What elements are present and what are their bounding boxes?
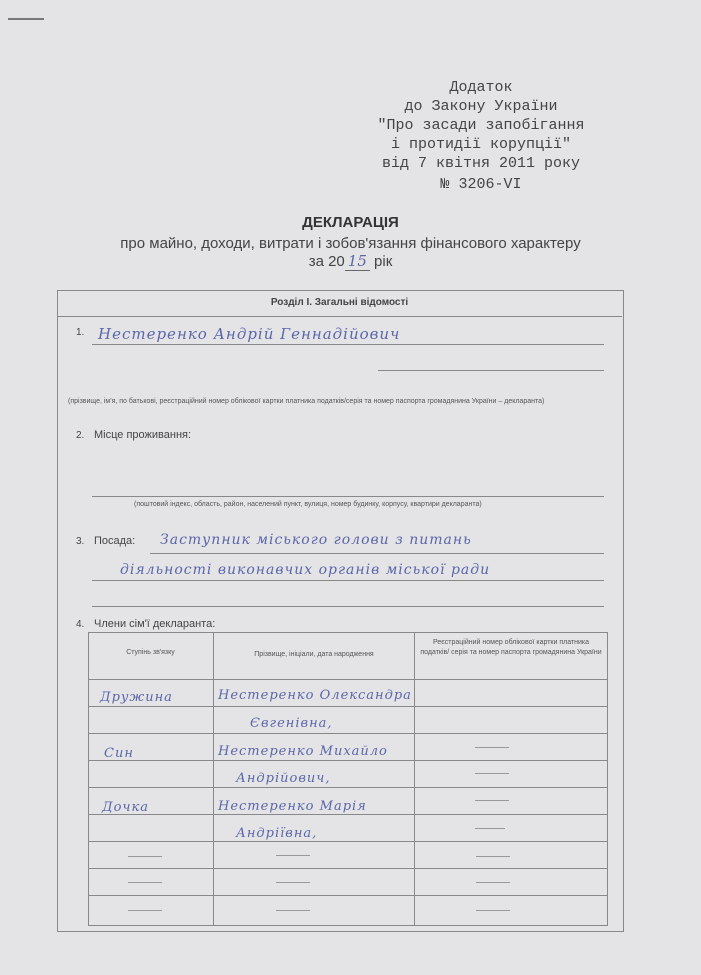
family-name-3: Нестеренко Марія: [218, 799, 367, 814]
declarant-name: Нестеренко Андрій Геннадійович: [98, 325, 401, 343]
table-divider-2: [414, 632, 415, 926]
table-divider-1: [213, 632, 214, 926]
family-name-2: Нестеренко Михайло: [218, 744, 388, 759]
annex-line-5: від 7 квітня 2011 року: [381, 155, 581, 172]
row-line: [88, 868, 608, 869]
item1-caption: (прізвище, ім'я, по батькові, реєстраційний номер облікової картки платника податків/серія та номер паспорта громадянина України – декларанта): [68, 398, 545, 405]
position-line-1: Заступник міського голови з питань: [160, 532, 472, 548]
annex-line-2: до Закону України: [404, 98, 558, 115]
annex-line-3: "Про засади запобігання: [377, 117, 585, 134]
annex-line-1: Додаток: [449, 79, 513, 96]
family-name-1: Нестеренко Олександра: [218, 688, 412, 703]
year-handwritten: 15: [345, 252, 370, 271]
annex-line-4: і протидії корупції": [390, 136, 572, 153]
dash-mark: [128, 882, 162, 883]
item3-line-1: [150, 553, 604, 554]
item1-line-1: [92, 344, 604, 345]
dash-mark: [475, 800, 509, 801]
item3-number: 3.: [76, 536, 85, 547]
dash-mark: [475, 773, 509, 774]
item4-label: Члени сім'ї декларанта:: [94, 618, 216, 630]
dash-mark: [276, 882, 310, 883]
item2-number: 2.: [76, 430, 85, 441]
dash-mark: [476, 882, 510, 883]
row-line: [88, 814, 608, 815]
year-suffix: рік: [374, 253, 393, 270]
dash-mark: [476, 910, 510, 911]
header-name: Прізвище, ініціали, дата народження: [254, 651, 374, 658]
row-line: [88, 787, 608, 788]
dash-mark: [276, 910, 310, 911]
year-prefix: за 20: [308, 253, 345, 270]
annex-block: [351, 78, 611, 194]
item3-label: Посада:: [94, 535, 136, 547]
dash-mark: [128, 856, 162, 857]
family-name-2b: Андрійович,: [236, 771, 331, 786]
relation-2: Син: [104, 746, 134, 761]
dash-mark: [128, 910, 162, 911]
row-line: [88, 706, 608, 707]
relation-1: Дружина: [100, 690, 173, 705]
annex-line-6: № 3206-VI: [440, 176, 522, 193]
declaration-subtitle: про майно, доходи, витрати і зобов'язання фінансового характеру: [120, 235, 581, 252]
item4-number: 4.: [76, 619, 85, 630]
dash-mark: [475, 828, 505, 829]
item1-line-2: [378, 370, 604, 371]
item3-line-3: [92, 606, 604, 607]
header-reg: Реєстраційний номер облікової картки платника податків/ серія та номер паспорта громадянина України: [420, 639, 602, 656]
table-header-bottom: [88, 679, 608, 680]
corner-mark: [8, 18, 44, 20]
item2-line: [92, 496, 604, 497]
item1-number: 1.: [76, 327, 85, 338]
row-line: [88, 895, 608, 896]
family-name-1b: Євгенівна,: [250, 716, 333, 731]
row-line: [88, 841, 608, 842]
family-table: [88, 632, 608, 926]
dash-mark: [276, 855, 310, 856]
position-line-2: діяльності виконавчих органів міської ради: [120, 562, 491, 578]
item3-line-2: [92, 580, 604, 581]
dash-mark: [476, 856, 510, 857]
family-name-3b: Андріївна,: [236, 826, 318, 841]
item2-caption: (поштовий індекс, область, район, населений пункт, вулиця, номер будинку, корпусу, квартири декларанта): [134, 501, 482, 508]
dash-mark: [475, 747, 509, 748]
item2-label: Місце проживання:: [94, 429, 192, 441]
section-title: Розділ І. Загальні відомості: [57, 290, 622, 317]
relation-3: Дочка: [102, 800, 149, 815]
declaration-year: [0, 252, 701, 270]
row-line: [88, 733, 608, 734]
declaration-title: ДЕКЛАРАЦІЯ: [302, 214, 399, 231]
header-relation: Ступінь зв'язку: [126, 649, 175, 656]
row-line: [88, 760, 608, 761]
